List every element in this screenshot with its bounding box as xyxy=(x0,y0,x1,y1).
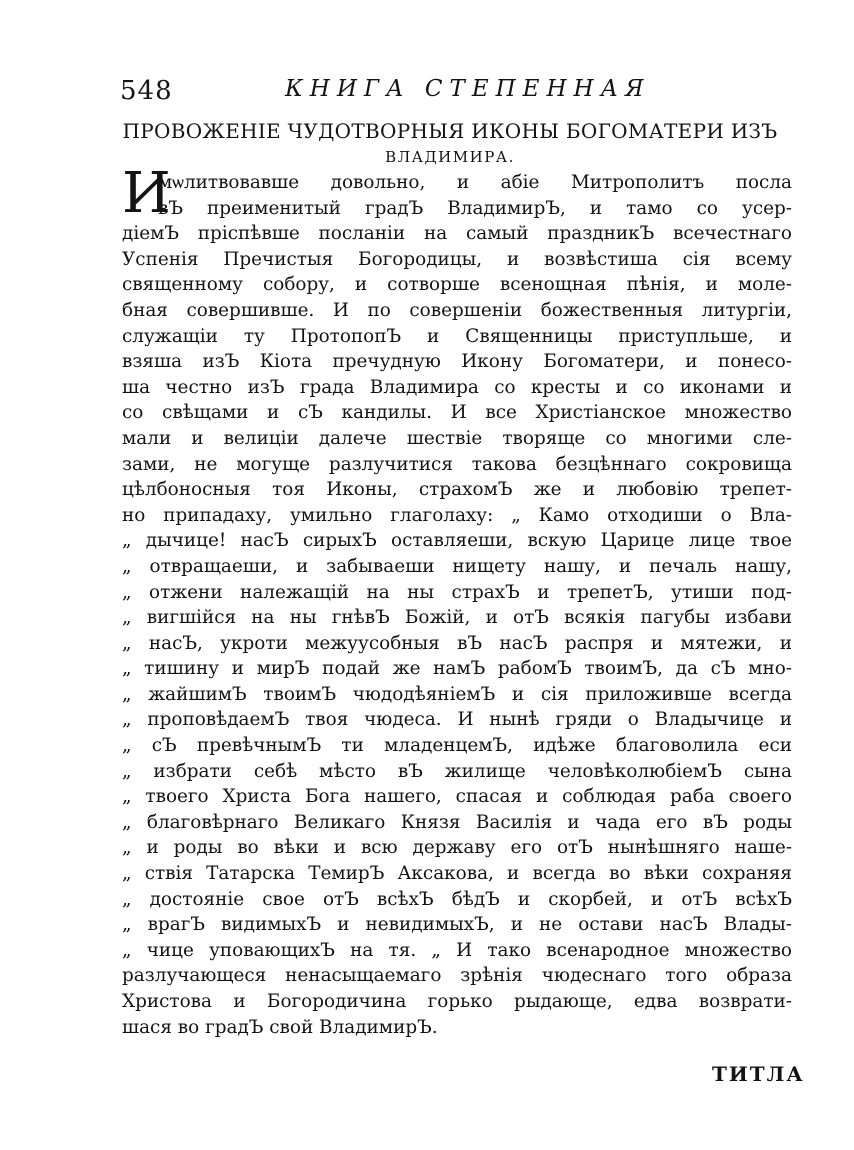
text-line: „ вигшійся на ны гнѣвЪ Божій, и отЪ всякія пагубы избави xyxy=(122,607,792,629)
text-line: но припадаху, умильно глаголаху: „ Камо отходиши о Вла- xyxy=(122,504,792,526)
text-line: мали и велиціи далече шествіе творяще со многими сле- xyxy=(122,427,792,449)
text-line: „ насЪ, укроти межуусобныя вЪ насЪ распря и мятежи, и xyxy=(122,632,792,654)
catchword: ТИТЛА xyxy=(712,1062,805,1086)
text-line: „ дычице! насЪ сирыхЪ оставляеши, вскую Царице лице твое xyxy=(122,530,792,552)
text-line: „ отвращаеши, и забываеши нищету нашу, и печаль нашу, xyxy=(122,555,792,577)
text-line: „ ствія Татарска ТемирЪ Аксакова, и всегда во вѣки сохраняя xyxy=(122,863,792,885)
chapter-title-line-2: ВЛАДИМИРА. xyxy=(385,148,515,166)
text-line: Христова и Богородичина горько рыдающе, едва возврати- xyxy=(122,991,792,1012)
body-text xyxy=(122,161,792,1040)
page-number: 548 xyxy=(120,76,173,106)
text-line: вЪ преименитый градЪ ВладимирЪ, и тамо со усер- xyxy=(158,197,792,219)
text-line: шася во градЪ свой ВладимирЪ. xyxy=(122,1016,438,1038)
text-line: діемЪ пріспѣвше посланіи на самый праздникЪ всечестнаго xyxy=(122,223,792,245)
chapter-title xyxy=(100,118,800,170)
text-line: „ жайшимЪ твоимЪ чюдодѣяніемЪ и сія приложивше всегда xyxy=(122,683,792,705)
text-line: разлучающеся ненасыщаемаго зрѣнія чюдеснаго того образа xyxy=(122,965,792,987)
text-line: взяша изЪ Кіота пречудную Икону Богоматери, и понесо- xyxy=(122,351,792,373)
text-line: Успенія Пречистыя Богородицы, и возвѣстиша сія всему xyxy=(122,248,792,270)
text-line: зами, не могуще разлучитися такова безцѣннаго сокровища xyxy=(122,453,792,475)
text-line: „ твоего Христа Бога нашего, спасая и соблюдая раба своего xyxy=(122,786,792,808)
text-line: служащіи ту ПротопопЪ и Священницы приступльше, и xyxy=(122,325,792,347)
text-line: „ сЪ превѣчнымЪ ти младенцемЪ, идѣже благоволила еси xyxy=(122,735,792,757)
text-line: „ отжени належащій на ны страхЪ и трепетЪ, утиши под- xyxy=(122,581,792,603)
text-line: „ проповѣдаемЪ твоя чюдеса. И нынѣ гряди о Владычице и xyxy=(122,709,792,731)
text-line: „ и роды во вѣки и всю державу его отЪ нынѣшняго наше- xyxy=(122,837,792,859)
book-title: КНИГА СТЕПЕННАЯ xyxy=(285,76,651,102)
text-line: „ чице уповающихЪ на тя. „ И тако всенародное множество xyxy=(122,939,792,961)
text-line: ша честно изЪ града Владимира со кресты и со иконами и xyxy=(122,376,792,398)
text-line: цѣлбоносныя тоя Иконы, страхомЪ же и любовію трепет- xyxy=(122,479,792,501)
text-line: священному собору, и сотворше всенощная пѣнія, и моле- xyxy=(122,274,792,296)
text-line: „ тишину и мирЪ подай же намЪ рабомЪ твоимЪ, да сЪ мно- xyxy=(122,658,792,680)
text-line: „ благовѣрнаго Великаго Князя Василія и чада его вЪ роды xyxy=(122,811,792,833)
running-head xyxy=(110,70,810,104)
text-line: мѡлитвовавше довольно, и абіе Митрополитъ посла xyxy=(158,172,792,193)
drop-capital: И xyxy=(122,161,171,226)
text-line: со свѣщами и сЪ кандилы. И все Христіанское множество xyxy=(122,402,792,424)
text-line: „ избрати себѣ мѣсто вЪ жилище человѣколюбіемЪ сына xyxy=(122,760,792,782)
text-line: „ достояніе свое отЪ всѣхЪ бѣдЪ и скорбей, и отЪ всѣхЪ xyxy=(122,888,792,910)
chapter-title-line-1: ПРОВОЖЕНІЕ ЧУДОТВОРНЫЯ ИКОНЫ БОГОМАТЕРИ ИЗЪ xyxy=(122,119,778,143)
text-line: „ врагЪ видимыхЪ и невидимыхЪ, и не остави насЪ Влады- xyxy=(122,914,792,936)
text-line: бная совершивше. И по совершеніи божественныя литургіи, xyxy=(122,299,792,321)
